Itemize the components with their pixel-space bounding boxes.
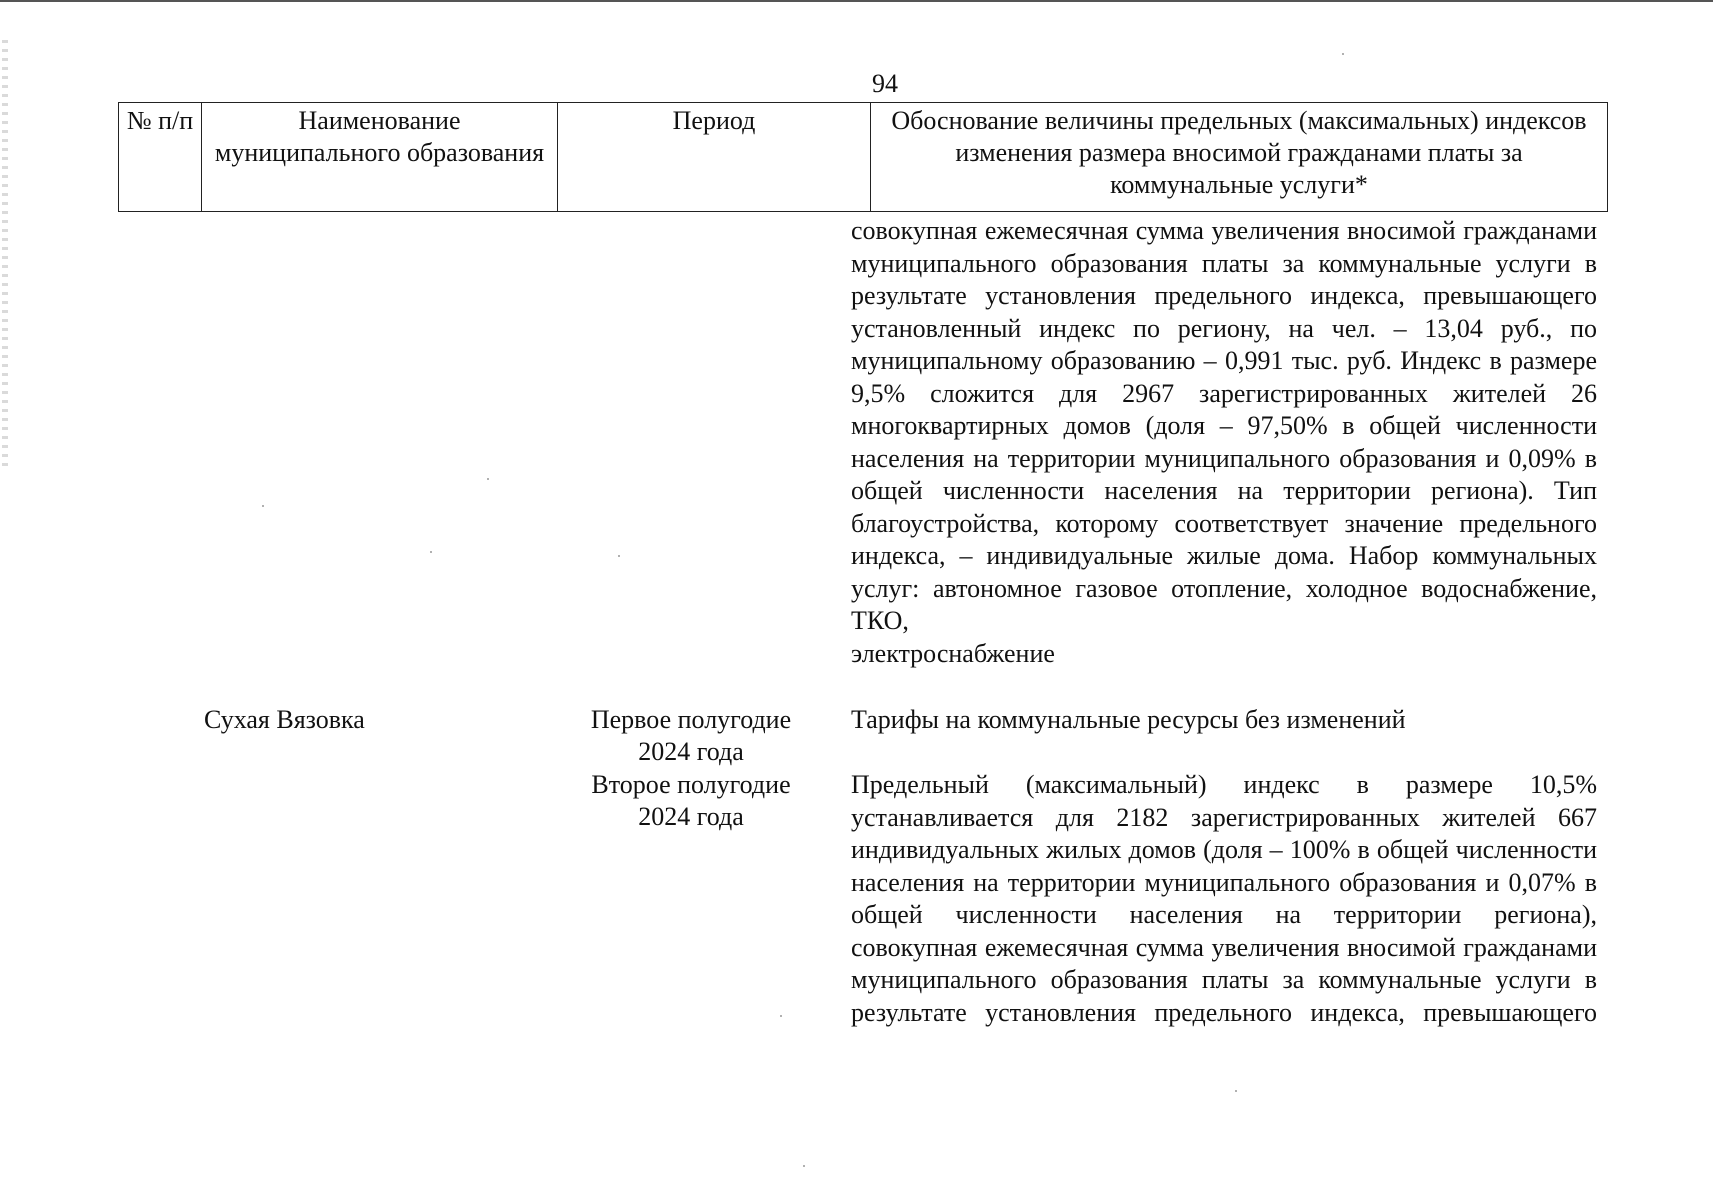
municipality-name: Сухая Вязовка bbox=[204, 705, 365, 734]
scan-speck bbox=[430, 551, 432, 553]
scan-speck bbox=[803, 1165, 805, 1167]
second-period-text bbox=[851, 769, 1597, 1029]
page-number: 94 bbox=[872, 69, 898, 98]
scan-top-edge bbox=[0, 0, 1713, 2]
continuation-body: совокупная ежемесячная сумма увеличения вносимой гражданами муниципального образования платы за коммунальные услуги в результате установления предельного индекса, превышающего установленный индекс по региону, на чел. – 13,04 руб., по муниципальному образованию – 0,991 тыс. руб. Индекс в размере 9,5% сложится для 2967 зарегистрированных жителей 26 многоквартирных домов (доля – 97,50% в общей численности населения на территории муниципального образования и 0,09% в общей численности населения на территории региона). Тип благоустройства, которому соответствует значение предельного индекса, – индивидуальные жилые дома. Набор коммунальных услуг: автономное газовое отопление, холодное водоснабжение, ТКО, bbox=[851, 216, 1597, 635]
header-municipality: Наименование муниципального образования bbox=[202, 103, 558, 212]
table-header bbox=[118, 102, 1608, 212]
header-period: Период bbox=[558, 103, 871, 212]
scan-speck bbox=[262, 505, 264, 507]
scan-speck bbox=[618, 555, 620, 557]
continuation-text bbox=[851, 215, 1597, 670]
header-justification: Обоснование величины предельных (максимальных) индексов изменения размера вносимой гражданами платы за коммунальные услуги* bbox=[871, 103, 1608, 212]
scan-speck bbox=[1342, 53, 1344, 55]
second-period: Второе полугодие 2024 года bbox=[591, 770, 791, 831]
header-number: № п/п bbox=[119, 103, 202, 212]
scan-speck bbox=[780, 1015, 782, 1017]
continuation-last-line: электроснабжение bbox=[851, 638, 1055, 668]
scan-speck bbox=[1235, 1090, 1237, 1092]
first-period: Первое полугодие 2024 года bbox=[590, 705, 792, 766]
scan-speck bbox=[487, 478, 489, 480]
first-period-text: Тарифы на коммунальные ресурсы без изменений bbox=[851, 705, 1406, 734]
second-period-body: Предельный (максимальный) индекс в размере 10,5% устанавливается для 2182 зарегистрированных жителей 667 индивидуальных жилых домов (доля – 100% в общей численности населения на территории муниципального образования и 0,07% в общей численности населения на территории региона), совокупная ежемесячная сумма увеличения вносимой гражданами муниципального образования платы за коммунальные услуги в результате установления предельного индекса, превышающего bbox=[851, 770, 1597, 1027]
scan-left-edge bbox=[2, 40, 8, 470]
